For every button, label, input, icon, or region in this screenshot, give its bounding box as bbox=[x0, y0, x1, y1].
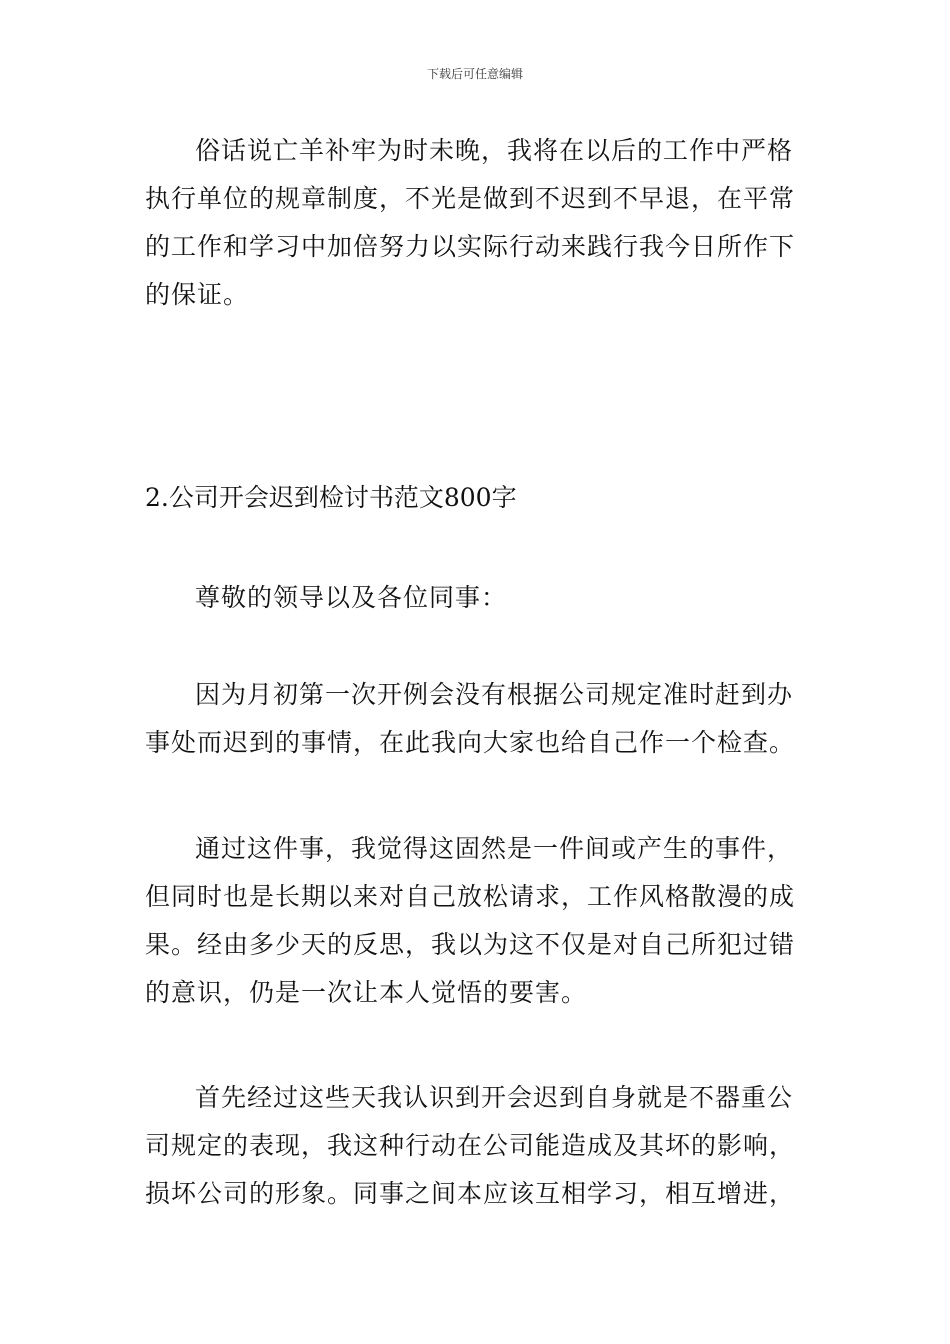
body-paragraph: 俗话说亡羊补牢为时未晚，我将在以后的工作中严格执行单位的规章制度，不光是做到不迟到不早退，在平常的工作和学习中加倍努力以实际行动来践行我今日所作下的保证。 bbox=[145, 136, 796, 309]
body-paragraph: 因为月初第一次开例会没有根据公司规定准时赶到办事处而迟到的事情，在此我向大家也给自己作一个检查。 bbox=[145, 680, 796, 757]
body-paragraph: 通过这件事，我觉得这固然是一件间或产生的事件，但同时也是长期以来对自己放松请求，工作风格散漫的成果。经由多少天的反思，我以为这不仅是对自己所犯过错的意识，仍是一次让本人觉悟的要害。 bbox=[145, 834, 796, 1007]
body-paragraph: 首先经过这些天我认识到开会迟到自身就是不器重公司规定的表现，我这种行动在公司能造成及其坏的影响，损坏公司的形象。同事之间本应该互相学习，相互增进， bbox=[145, 1083, 796, 1208]
page-header-note: 下载后可任意编辑 bbox=[426, 67, 523, 81]
section-heading: 2.公司开会迟到检讨书范文800字 bbox=[145, 483, 517, 512]
salutation: 尊敬的领导以及各位同事： bbox=[195, 583, 508, 612]
